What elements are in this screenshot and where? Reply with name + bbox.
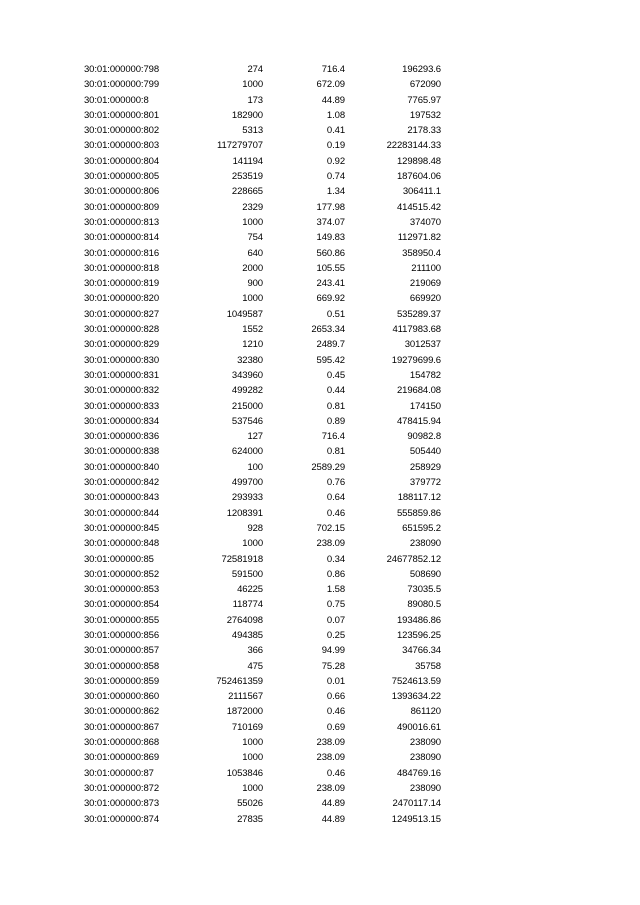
rate-cell: 0.45 [326, 369, 345, 381]
rate-cell: 0.46 [326, 507, 345, 519]
cadastral-number-cell: 30:01:000000:803 [84, 140, 160, 152]
rate-cell: 702.15 [316, 522, 345, 534]
value-cell: 238090 [409, 538, 441, 550]
area-cell: 1552 [242, 324, 263, 336]
rate-cell: 0.66 [326, 691, 345, 703]
cadastral-number-cell: 30:01:000000:843 [84, 492, 160, 504]
value-cell: 651595.2 [402, 522, 441, 534]
table-row [0, 796, 640, 811]
rate-cell: 238.09 [316, 782, 345, 794]
cadastral-number-cell: 30:01:000000:856 [84, 629, 160, 641]
cadastral-number-cell: 30:01:000000:867 [84, 721, 160, 733]
cadastral-number-cell: 30:01:000000:814 [84, 232, 160, 244]
cadastral-number-cell: 30:01:000000:840 [84, 461, 160, 473]
table-row [0, 154, 640, 169]
area-cell: 2764098 [226, 614, 263, 626]
table-row [0, 322, 640, 337]
table-row [0, 246, 640, 261]
value-cell: 219069 [409, 278, 441, 290]
cadastral-number-cell: 30:01:000000:832 [84, 385, 160, 397]
rate-cell: 1.58 [326, 584, 345, 596]
rate-cell: 149.83 [316, 232, 345, 244]
area-cell: 710169 [231, 721, 263, 733]
area-cell: 1000 [242, 79, 263, 91]
rate-cell: 105.55 [316, 262, 345, 274]
cadastral-number-cell: 30:01:000000:87 [84, 767, 154, 779]
value-cell: 7524613.59 [391, 675, 441, 687]
table-row [0, 291, 640, 306]
area-cell: 253519 [231, 171, 263, 183]
rate-cell: 238.09 [316, 737, 345, 749]
cadastral-number-cell: 30:01:000000:85 [84, 553, 154, 565]
cadastral-number-cell: 30:01:000000:845 [84, 522, 160, 534]
area-cell: 1053846 [226, 767, 263, 779]
value-cell: 129898.48 [396, 155, 441, 167]
cadastral-number-cell: 30:01:000000:855 [84, 614, 160, 626]
area-cell: 499700 [231, 477, 263, 489]
rate-cell: 0.81 [326, 446, 345, 458]
table-row [0, 108, 640, 123]
value-cell: 154782 [409, 369, 441, 381]
cadastral-number-cell: 30:01:000000:842 [84, 477, 160, 489]
cadastral-number-cell: 30:01:000000:801 [84, 109, 160, 121]
cadastral-number-cell: 30:01:000000:806 [84, 186, 160, 198]
value-cell: 306411.1 [402, 186, 441, 198]
value-cell: 669920 [409, 293, 441, 305]
rate-cell: 0.41 [326, 125, 345, 137]
table-row [0, 337, 640, 352]
rate-cell: 0.64 [326, 492, 345, 504]
table-row [0, 383, 640, 398]
value-cell: 3012537 [404, 339, 441, 351]
table-row [0, 429, 640, 444]
area-cell: 2000 [242, 262, 263, 274]
area-cell: 1000 [242, 538, 263, 550]
value-cell: 238090 [409, 752, 441, 764]
table-row [0, 230, 640, 245]
area-cell: 366 [247, 645, 263, 657]
cadastral-number-cell: 30:01:000000:813 [84, 216, 160, 228]
table-row [0, 720, 640, 735]
area-cell: 1049587 [226, 308, 263, 320]
table-row [0, 138, 640, 153]
cadastral-number-cell: 30:01:000000:831 [84, 369, 160, 381]
area-cell: 72581918 [221, 553, 263, 565]
value-cell: 555859.86 [396, 507, 441, 519]
area-cell: 537546 [231, 415, 263, 427]
value-cell: 379772 [409, 477, 441, 489]
rate-cell: 1.08 [326, 109, 345, 121]
cadastral-number-cell: 30:01:000000:819 [84, 278, 160, 290]
value-cell: 1249513.15 [391, 813, 441, 825]
rate-cell: 243.41 [316, 278, 345, 290]
table-row [0, 368, 640, 383]
cadastral-number-cell: 30:01:000000:852 [84, 568, 160, 580]
rate-cell: 0.01 [326, 675, 345, 687]
area-cell: 1000 [242, 782, 263, 794]
value-cell: 505440 [409, 446, 441, 458]
rate-cell: 595.42 [316, 354, 345, 366]
rate-cell: 0.51 [326, 308, 345, 320]
table-row [0, 77, 640, 92]
table-row [0, 536, 640, 551]
area-cell: 591500 [231, 568, 263, 580]
rate-cell: 0.69 [326, 721, 345, 733]
rate-cell: 0.44 [326, 385, 345, 397]
table-row [0, 689, 640, 704]
area-cell: 475 [247, 660, 263, 672]
value-cell: 196293.6 [402, 64, 441, 75]
rate-cell: 0.19 [326, 140, 345, 152]
table-row [0, 704, 640, 719]
value-cell: 123596.25 [396, 629, 441, 641]
rate-cell: 177.98 [316, 201, 345, 213]
table-row [0, 781, 640, 796]
area-cell: 754 [247, 232, 263, 244]
cadastral-number-cell: 30:01:000000:828 [84, 324, 160, 336]
table-row [0, 659, 640, 674]
value-cell: 484769.16 [396, 767, 441, 779]
area-cell: 5313 [242, 125, 263, 137]
cadastral-number-cell: 30:01:000000:820 [84, 293, 160, 305]
rate-cell: 0.34 [326, 553, 345, 565]
table-row [0, 276, 640, 291]
area-cell: 494385 [231, 629, 263, 641]
table-row [0, 261, 640, 276]
value-cell: 7765.97 [407, 94, 441, 106]
table-row [0, 628, 640, 643]
area-cell: 499282 [231, 385, 263, 397]
area-cell: 293933 [231, 492, 263, 504]
table-row [0, 169, 640, 184]
rate-cell: 374.07 [316, 216, 345, 228]
area-cell: 343960 [231, 369, 263, 381]
area-cell: 752461359 [216, 675, 263, 687]
area-cell: 117279707 [217, 140, 263, 152]
data-table [0, 62, 640, 827]
table-row [0, 490, 640, 505]
rate-cell: 0.92 [326, 155, 345, 167]
table-row [0, 766, 640, 781]
table-row [0, 184, 640, 199]
area-cell: 900 [247, 278, 263, 290]
rate-cell: 560.86 [316, 247, 345, 259]
area-cell: 173 [247, 94, 263, 106]
cadastral-number-cell: 30:01:000000:829 [84, 339, 160, 351]
rate-cell: 0.81 [326, 400, 345, 412]
table-row [0, 215, 640, 230]
rate-cell: 0.89 [326, 415, 345, 427]
value-cell: 535289.37 [396, 308, 441, 320]
cadastral-number-cell: 30:01:000000:859 [84, 675, 160, 687]
area-cell: 640 [247, 247, 263, 259]
rate-cell: 716.4 [321, 64, 345, 75]
cadastral-number-cell: 30:01:000000:874 [84, 813, 160, 825]
cadastral-number-cell: 30:01:000000:799 [84, 79, 160, 91]
cadastral-number-cell: 30:01:000000:873 [84, 798, 160, 810]
area-cell: 274 [247, 64, 263, 75]
value-cell: 24677852.12 [386, 553, 441, 565]
value-cell: 197532 [409, 109, 441, 121]
rate-cell: 44.89 [321, 798, 345, 810]
value-cell: 193486.86 [396, 614, 441, 626]
cadastral-number-cell: 30:01:000000:853 [84, 584, 160, 596]
cadastral-number-cell: 30:01:000000:833 [84, 400, 160, 412]
area-cell: 215000 [231, 400, 263, 412]
cadastral-number-cell: 30:01:000000:818 [84, 262, 160, 274]
cadastral-number-cell: 30:01:000000:798 [84, 64, 160, 75]
rate-cell: 0.86 [326, 568, 345, 580]
area-cell: 32380 [237, 354, 263, 366]
value-cell: 358950.4 [402, 247, 441, 259]
cadastral-number-cell: 30:01:000000:836 [84, 431, 160, 443]
value-cell: 22283144.33 [386, 140, 441, 152]
value-cell: 188117.12 [397, 492, 441, 504]
value-cell: 238090 [409, 782, 441, 794]
rate-cell: 44.89 [321, 813, 345, 825]
value-cell: 174150 [409, 400, 441, 412]
area-cell: 1000 [242, 293, 263, 305]
table-row [0, 460, 640, 475]
area-cell: 1210 [242, 339, 263, 351]
rate-cell: 0.07 [326, 614, 345, 626]
table-row [0, 123, 640, 138]
value-cell: 2178.33 [407, 125, 441, 137]
area-cell: 928 [247, 522, 263, 534]
rate-cell: 0.75 [326, 599, 345, 611]
table-row [0, 674, 640, 689]
value-cell: 73035.5 [407, 584, 441, 596]
cadastral-number-cell: 30:01:000000:844 [84, 507, 160, 519]
cadastral-number-cell: 30:01:000000:802 [84, 125, 160, 137]
value-cell: 478415.94 [396, 415, 441, 427]
table-row [0, 812, 640, 827]
rate-cell: 0.76 [326, 477, 345, 489]
area-cell: 1000 [242, 216, 263, 228]
table-row [0, 597, 640, 612]
rate-cell: 672.09 [316, 79, 345, 91]
table-row [0, 521, 640, 536]
area-cell: 182900 [231, 109, 263, 121]
value-cell: 238090 [409, 737, 441, 749]
cadastral-number-cell: 30:01:000000:872 [84, 782, 160, 794]
value-cell: 1393634.22 [391, 691, 441, 703]
table-row [0, 552, 640, 567]
area-cell: 127 [247, 431, 263, 443]
table-row [0, 353, 640, 368]
rate-cell: 1.34 [326, 186, 345, 198]
table-row [0, 735, 640, 750]
rate-cell: 238.09 [316, 538, 345, 550]
rate-cell: 716.4 [321, 431, 345, 443]
table-row [0, 475, 640, 490]
rate-cell: 94.99 [321, 645, 345, 657]
value-cell: 35758 [415, 660, 441, 672]
value-cell: 89080.5 [407, 599, 441, 611]
value-cell: 2470117.14 [392, 798, 441, 810]
cadastral-number-cell: 30:01:000000:848 [84, 538, 160, 550]
table-row [0, 444, 640, 459]
rate-cell: 2653.34 [311, 324, 345, 336]
cadastral-number-cell: 30:01:000000:869 [84, 752, 160, 764]
cadastral-number-cell: 30:01:000000:868 [84, 737, 160, 749]
area-cell: 27835 [237, 813, 263, 825]
area-cell: 55026 [237, 798, 263, 810]
table-row [0, 414, 640, 429]
value-cell: 4117983.68 [392, 324, 441, 336]
rate-cell: 2489.7 [316, 339, 345, 351]
cadastral-number-cell: 30:01:000000:838 [84, 446, 160, 458]
area-cell: 1208391 [226, 507, 263, 519]
rate-cell: 669.92 [316, 293, 345, 305]
rate-cell: 238.09 [316, 752, 345, 764]
rate-cell: 0.25 [326, 629, 345, 641]
value-cell: 490016.61 [396, 721, 441, 733]
area-cell: 2111567 [228, 691, 263, 703]
table-row [0, 307, 640, 322]
value-cell: 90982.8 [407, 431, 441, 443]
value-cell: 258929 [409, 461, 441, 473]
area-cell: 118774 [232, 599, 263, 611]
rate-cell: 44.89 [321, 94, 345, 106]
area-cell: 624000 [231, 446, 263, 458]
cadastral-number-cell: 30:01:000000:858 [84, 660, 160, 672]
cadastral-number-cell: 30:01:000000:804 [84, 155, 160, 167]
rate-cell: 2589.29 [311, 461, 345, 473]
cadastral-number-cell: 30:01:000000:862 [84, 706, 160, 718]
area-cell: 46225 [237, 584, 263, 596]
table-row [0, 750, 640, 765]
table-row [0, 93, 640, 108]
area-cell: 228665 [231, 186, 263, 198]
table-row [0, 62, 640, 77]
cadastral-number-cell: 30:01:000000:805 [84, 171, 160, 183]
table-row [0, 643, 640, 658]
table-row [0, 200, 640, 215]
table-row [0, 506, 640, 521]
area-cell: 1000 [242, 737, 263, 749]
value-cell: 219684.08 [396, 385, 441, 397]
area-cell: 1000 [242, 752, 263, 764]
value-cell: 414515.42 [396, 201, 441, 213]
cadastral-number-cell: 30:01:000000:827 [84, 308, 160, 320]
value-cell: 672090 [409, 79, 441, 91]
value-cell: 112971.82 [397, 232, 441, 244]
table-row [0, 567, 640, 582]
table-row [0, 613, 640, 628]
value-cell: 374070 [409, 216, 441, 228]
cadastral-number-cell: 30:01:000000:8 [84, 94, 149, 106]
area-cell: 1872000 [226, 706, 263, 718]
rate-cell: 75.28 [321, 660, 345, 672]
value-cell: 34766.34 [402, 645, 441, 657]
cadastral-number-cell: 30:01:000000:860 [84, 691, 160, 703]
table-row [0, 399, 640, 414]
cadastral-number-cell: 30:01:000000:809 [84, 201, 160, 213]
cadastral-number-cell: 30:01:000000:830 [84, 354, 160, 366]
value-cell: 508690 [409, 568, 441, 580]
cadastral-number-cell: 30:01:000000:854 [84, 599, 160, 611]
value-cell: 861120 [410, 706, 441, 718]
rate-cell: 0.46 [326, 767, 345, 779]
cadastral-number-cell: 30:01:000000:834 [84, 415, 160, 427]
value-cell: 19279699.6 [391, 354, 441, 366]
area-cell: 100 [247, 461, 263, 473]
cadastral-number-cell: 30:01:000000:816 [84, 247, 160, 259]
cadastral-number-cell: 30:01:000000:857 [84, 645, 160, 657]
rate-cell: 0.74 [326, 171, 345, 183]
rate-cell: 0.46 [326, 706, 345, 718]
table-row [0, 582, 640, 597]
area-cell: 2329 [242, 201, 263, 213]
value-cell: 187604.06 [396, 171, 441, 183]
value-cell: 211100 [411, 262, 441, 274]
area-cell: 141194 [232, 155, 263, 167]
